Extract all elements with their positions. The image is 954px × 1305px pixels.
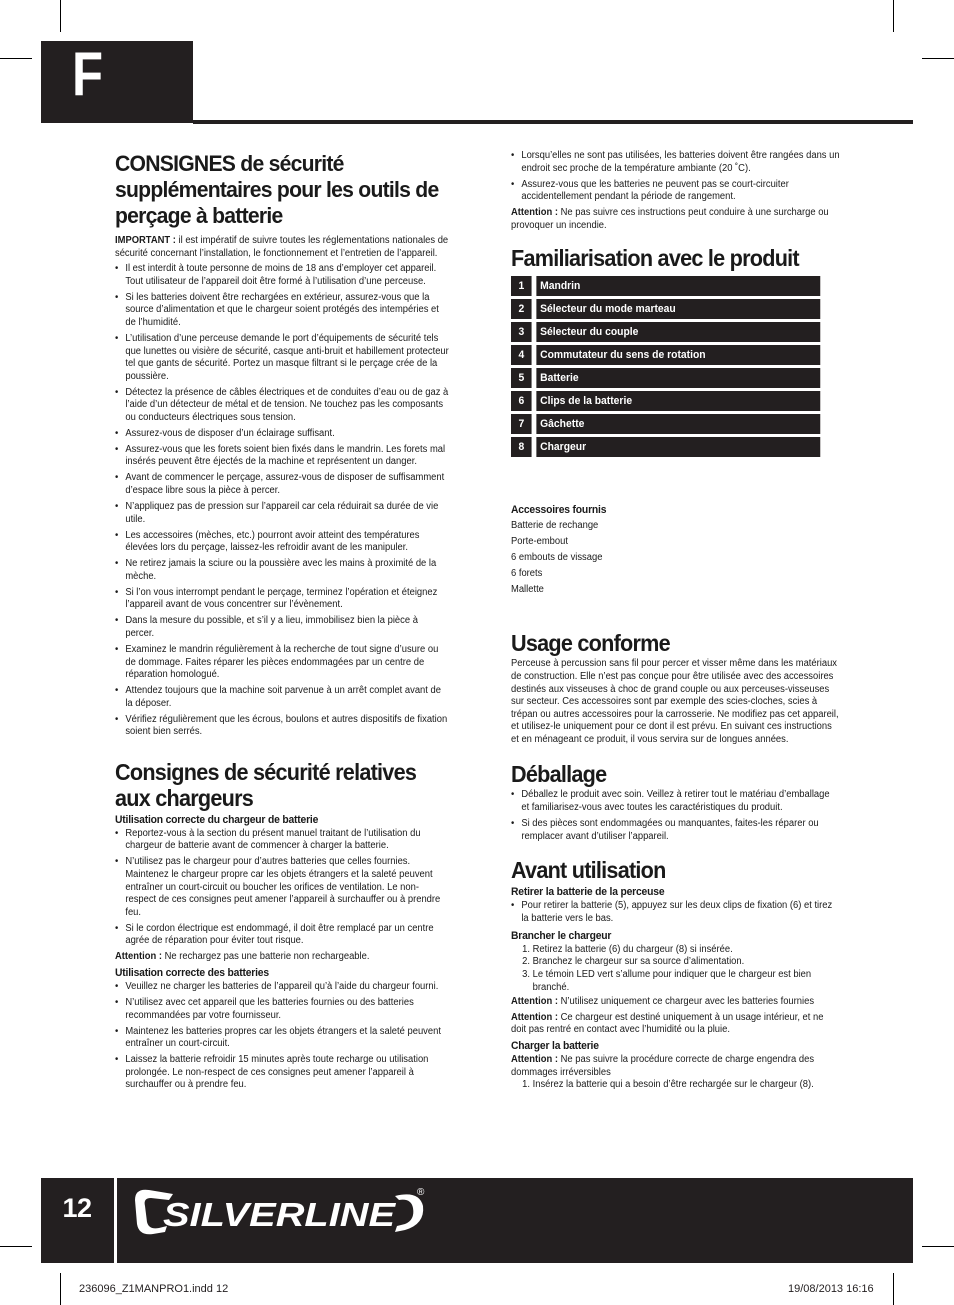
list-item: • Reportez-vous à la section du présent manuel traitant de l’utilisation du chargeur de batterie avant de commencer à charger la batterie. (115, 828, 449, 853)
logo-wordmark: SILVERLINE (163, 1196, 397, 1233)
crop-mark (922, 1246, 954, 1247)
list-item: • Si le cordon électrique est endommagé, il doit être remplacé par un centre agrée de réparation pour éviter tout risque. (115, 923, 449, 948)
subheading-brancher: Brancher le chargeur (511, 929, 612, 942)
part-label: Commutateur du sens de rotation (536, 345, 820, 365)
list-item: 1. Retirez la batterie (6) du chargeur (8) si insérée. (533, 944, 840, 957)
list-item: • Assurez-vous que les forets soient bien fixés dans le mandrin. Les forets mal insérés peuvent être éjectés de la machine et représentent un danger. (115, 444, 449, 469)
list-item: • Examinez le mandrin régulièrement à la recherche de tout signe d’usure ou de dommage. Faites réparer les pièces endommagées par un centre de réparation homologué. (115, 644, 449, 682)
attention-text: Ne pas suivre la procédure correcte de charge engendra des dommages irréversibles (511, 1053, 815, 1078)
subheading-retirer: Retirer la batterie de la perceuse (511, 886, 665, 899)
silverline-logo (133, 1186, 433, 1238)
accessory-item: Mallette (511, 583, 544, 595)
part-number: 1 (511, 276, 532, 296)
list-item: • Assurez-vous que les batteries ne peuvent pas se court-circuiter accidentellement pendant la période de rangement. (511, 179, 840, 204)
part-label: Clips de la batterie (536, 391, 820, 411)
part-label: Batterie (536, 368, 820, 388)
subheading-charger: Charger la batterie (511, 1039, 599, 1052)
attention-paragraph (511, 996, 840, 1009)
part-row (511, 368, 820, 388)
part-row (511, 276, 820, 296)
storage-attention (511, 207, 840, 232)
important-paragraph (115, 235, 449, 260)
part-row (511, 391, 820, 411)
language-letter: F (72, 40, 104, 109)
remove-battery-list (511, 900, 840, 925)
part-number: 4 (511, 345, 532, 365)
section-title-chargeurs: Consignes de sécurité relatives aux chargeurs (115, 758, 417, 811)
right-column-inner (511, 150, 840, 1092)
attention-label: Attention : (115, 951, 162, 963)
list-item: • N’utilisez avec cet appareil que les batteries fournies ou des batteries recommandées par votre fournisseur. (115, 997, 449, 1022)
language-tab (41, 41, 193, 123)
part-number: 3 (511, 322, 532, 342)
list-item: • Veuillez ne charger les batteries de l’appareil qu’à l’aide du chargeur fourni. (115, 981, 449, 994)
part-row (511, 345, 820, 365)
section-title-deballage: Déballage (511, 761, 607, 788)
section-title-consignes: CONSIGNES de sécurité supplémentaires pour les outils de perçage à batterie (115, 151, 439, 228)
page-number: 12 (62, 1193, 92, 1223)
important-label: IMPORTANT : (115, 235, 176, 246)
left-column-inner (115, 150, 449, 1095)
section-title-usage: Usage conforme (511, 630, 670, 657)
section-title-avant-utilisation: Avant utilisation (511, 857, 666, 884)
list-item: 3. Le témoin LED vert s’allume pour indiquer que le chargeur est bien branché. (533, 969, 840, 994)
accessories-list (511, 518, 840, 597)
parts-table (511, 273, 820, 460)
important-text: il est impératif de suivre toutes les réglementations nationales de sécurité concernant l’installation, le fonctionnement et l’entretien de l’appareil. (115, 235, 449, 259)
part-label: Sélecteur du mode marteau (536, 299, 820, 319)
right-column (511, 150, 841, 1092)
attention-text: Ne pas suivre ces instructions peut conduire à une surcharge ou provoquer un incendie. (511, 207, 829, 231)
list-item: • Si des pièces sont endommagées ou manquantes, faites-les réparer ou remplacer avant d’utiliser l’appareil. (511, 818, 840, 843)
logo-swoosh-right (395, 1194, 423, 1232)
part-label: Mandrin (536, 276, 820, 296)
part-label: Sélecteur du couple (536, 322, 820, 342)
charger-bullet-list (115, 828, 449, 948)
part-label: Gâchette (536, 414, 820, 434)
crop-mark (0, 58, 32, 59)
part-row (511, 414, 820, 434)
attention-label: Attention : (511, 207, 558, 219)
accessory-item: Batterie de rechange (511, 520, 599, 532)
accessory-item: 6 embouts de vissage (511, 551, 603, 563)
part-row (511, 437, 820, 457)
part-number: 6 (511, 391, 532, 411)
connect-charger-steps (511, 944, 840, 994)
charge-battery-steps (511, 1079, 840, 1092)
list-item: • Maintenez les batteries propres car les objets étrangers et la saleté peuvent entraîner un court-circuit. (115, 1026, 449, 1051)
crop-mark (60, 0, 61, 32)
header-rule (193, 120, 913, 124)
list-item: • Vérifiez régulièrement que les écrous, boulons et autres dispositifs de fixation soient bien serrés. (115, 714, 449, 739)
list-item: • Détectez la présence de câbles électriques et de conduites d’eau ou de gaz à l’aide d’un détecteur de métal et de tension. Ne touchez pas les composants ou conducteurs électriques sous tension. (115, 387, 449, 425)
part-number: 2 (511, 299, 532, 319)
part-label: Chargeur (536, 437, 820, 457)
list-item: • Ne retirez jamais la sciure ou la poussière avec les mains à proximité de la mèche. (115, 558, 449, 583)
list-item: • Avant de commencer le perçage, assurez-vous de disposer de suffisamment d’espace libre sous la pièce à percer. (115, 472, 449, 497)
usage-text: Perceuse à percussion sans fil pour percer et visser même dans les matériaux de construction. Elle n’est pas conçue pour être utilisée avec des accessoires destinés aux visseuses à choc de grand couple ou aux perceuses-visseuses sur secteur. Ces accessoires sont par exemple des scies-cloches, scies à trépan ou autres accessoires pour la carrosserie. Ne modifiez pas cet appareil, et utilisez-le uniquement pour ce dont il est prévu. En suivant ces instructions et en ménageant ce produit, il vous servira sur de longues années. (511, 658, 839, 745)
crop-mark (0, 1246, 32, 1247)
attention-label: Attention : (511, 1053, 558, 1065)
attention-label: Attention : (511, 1011, 558, 1023)
battery-bullet-list (115, 981, 449, 1092)
part-number: 8 (511, 437, 532, 457)
list-item: • Si l’on vous interrompt pendant le perçage, terminez l’opération et éteignez l’appareil avant de vous concentrer sur l’évènement. (115, 587, 449, 612)
list-item: • Dans la mesure du possible, et s’il y a lieu, immobilisez bien la pièce à percer. (115, 615, 449, 640)
crop-mark (60, 1273, 61, 1305)
crop-mark (893, 0, 894, 32)
list-item: • Si les batteries doivent être rechargées en extérieur, assurez-vous que la source d’alimentation et que le chargeur soient protégés des intempéries et de l’humidité. (115, 292, 449, 330)
file-info: 236096_Z1MANPRO1.indd 12 (79, 1283, 229, 1295)
list-item: • Attendez toujours que la machine soit parvenue à un arrêt complet avant de la déposer. (115, 685, 449, 710)
storage-bullet-list (511, 150, 840, 204)
attention-label: Attention : (511, 996, 558, 1008)
part-number: 5 (511, 368, 532, 388)
attention-text: Ce chargeur est destiné uniquement à un usage intérieur, et ne doit pas rentré en contact avec l’humidité ou la pluie. (511, 1011, 824, 1036)
crop-mark (922, 58, 954, 59)
attention-paragraph (511, 1012, 840, 1037)
unpacking-bullet-list (511, 789, 840, 843)
list-item: • L’utilisation d’une perceuse demande le port d’équipements de sécurité tels que lunettes ou visière de sécurité, casque anti-bruit et habillement protecteur tel que gants de sécurité. Portez un masque filtrant si le perçage crée de la poussière. (115, 333, 449, 383)
list-item: • Pour retirer la batterie (5), appuyez sur les deux clips de fixation (6) et tirez la batterie vers le bas. (511, 900, 840, 925)
list-item: 2. Branchez le chargeur sur sa source d’alimentation. (533, 956, 840, 969)
list-item: • Il est interdit à toute personne de moins de 18 ans d’employer cet appareil. Tout utilisateur de l’appareil doit être formé à l’utilisation d’une perceuse. (115, 263, 449, 288)
attention-text: N’utilisez uniquement ce chargeur avec les batteries fournies (558, 996, 815, 1008)
section-title-familiarisation: Familiarisation avec le produit (511, 245, 799, 272)
left-column (115, 150, 450, 1095)
list-item: • N’appliquez pas de pression sur l’appareil car cela réduirait sa durée de vie utile. (115, 501, 449, 526)
list-item: • Déballez le produit avec soin. Veillez à retirer tout le matériau d’emballage et familiarisez-vous avec toutes les caractéristiques du produit. (511, 789, 840, 814)
accessory-item: Porte-embout (511, 536, 568, 548)
accessories-title: Accessoires fournis (511, 504, 607, 517)
accessory-item: 6 forets (511, 567, 543, 579)
part-number: 7 (511, 414, 532, 434)
subheading-batteries: Utilisation correcte des batteries (115, 966, 269, 979)
list-item: • N’utilisez pas le chargeur pour d’autres batteries que celles fournies. Maintenez le chargeur propre car les objets étrangers et la saleté peuvent entraîner un court-circuit ou boucher les orifices de ventilation. Le non-respect de ces consignes peut amener l’appareil à surchauffer ou à prendre feu. (115, 856, 449, 919)
attention-paragraph (115, 951, 449, 964)
part-row (511, 299, 820, 319)
registered-mark: ® (417, 1187, 425, 1198)
part-row (511, 322, 820, 342)
list-item: 1. Insérez la batterie qui a besoin d’être rechargée sur le chargeur (8). (533, 1079, 840, 1092)
footer-divider (114, 1178, 117, 1263)
crop-mark (893, 1273, 894, 1305)
list-item: • Lorsqu’elles ne sont pas utilisées, les batteries doivent être rangées dans un endroit sec proche de la température ambiante (20 ˚C). (511, 150, 840, 175)
date-info: 19/08/2013 16:16 (788, 1283, 874, 1295)
attention-paragraph (511, 1054, 840, 1079)
list-item: • Assurez-vous de disposer d’un éclairage suffisant. (115, 428, 449, 441)
subheading-chargeur: Utilisation correcte du chargeur de batterie (115, 813, 319, 826)
attention-text: Ne rechargez pas une batterie non rechargeable. (162, 951, 370, 963)
safety-bullet-list (115, 263, 449, 739)
list-item: • Les accessoires (mèches, etc.) pourront avoir atteint des températures élevées lors du perçage, laissez-les refroidir avant de les manipuler. (115, 530, 449, 555)
list-item: • Laissez la batterie refroidir 15 minutes après toute recharge ou utilisation prolongée. Le non-respect de ces consignes peut amener l’appareil à surchauffer ou à prendre feu. (115, 1054, 449, 1092)
